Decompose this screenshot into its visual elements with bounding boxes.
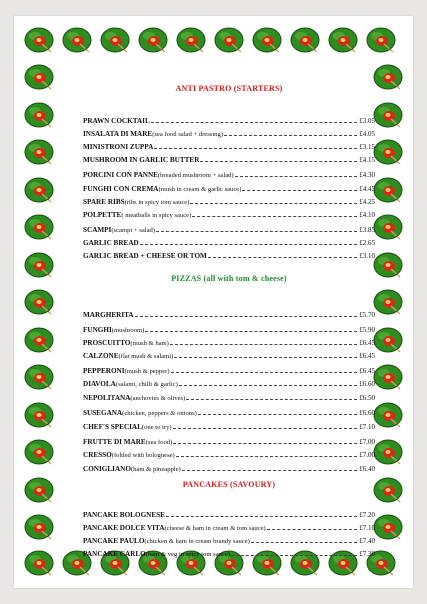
- menu-item-desc: (flat mush & salami): [118, 353, 174, 360]
- menu-item-name: [83, 211, 191, 219]
- olive-icon: [62, 26, 92, 53]
- leader-dots: [198, 414, 357, 415]
- menu-page: [14, 16, 413, 588]
- menu-item-desc: (anchovies & olives): [130, 395, 186, 402]
- section-title-starters: [83, 84, 375, 93]
- menu-item-price: £6.40: [359, 465, 375, 473]
- menu-item-name: [83, 311, 134, 319]
- menu-item-name: [83, 451, 175, 459]
- menu-item-desc: (one to try): [141, 424, 172, 431]
- menu-item-desc: (chicken, peppers & onions): [122, 410, 197, 417]
- menu-item: [83, 377, 375, 388]
- menu-item-title: MUSHROOM IN GARLIC BUTTER: [83, 156, 200, 164]
- menu-item-name: [83, 423, 172, 431]
- menu-item: [83, 336, 375, 347]
- olive-icon: [24, 363, 54, 390]
- olive-icon: [373, 213, 403, 240]
- leader-dots: [135, 316, 358, 317]
- olive-icon: [24, 63, 54, 90]
- menu-item-price: £4.25: [359, 198, 375, 206]
- menu-item-title: SPARE RIBS: [83, 198, 125, 206]
- leader-dots: [179, 385, 357, 386]
- menu-item-title: DIAVOLA: [83, 380, 116, 388]
- menu-item-title: SCAMPI: [83, 226, 112, 234]
- menu-item-title: PANCAKE BOLOGNESE: [83, 511, 165, 519]
- olive-icon: [373, 288, 403, 315]
- menu-item-price: £7.20: [359, 511, 375, 519]
- menu-item-name: [83, 117, 150, 125]
- olive-icon: [373, 176, 403, 203]
- menu-item: [83, 182, 375, 193]
- olive-icon: [100, 26, 130, 53]
- menu-item-name: [83, 537, 250, 545]
- menu-item-title: FUNGHI: [83, 326, 112, 334]
- menu-item-title: NEPOLITANA: [83, 394, 131, 402]
- menu-item: [83, 508, 375, 519]
- menu-item-price: £6.50: [359, 394, 375, 402]
- section-title-text: ANTI PASTRO (STARTERS): [175, 84, 283, 93]
- menu-item-price: £4.30: [359, 171, 375, 179]
- menu-item: [83, 308, 375, 319]
- olive-icon: [366, 26, 396, 53]
- menu-item-title: SUSEGANA: [83, 409, 123, 417]
- section-title-text: PANCAKES (SAVOURY): [182, 480, 276, 489]
- leader-dots: [156, 231, 357, 232]
- menu-item-title: PEPPERONI: [83, 367, 125, 375]
- leader-dots: [173, 428, 358, 429]
- menu-item-name: [83, 367, 170, 375]
- menu-item-desc: (mushroom): [111, 327, 145, 334]
- menu-item-desc: (breaded mushroom + salad): [157, 172, 234, 179]
- menu-item-price: £4.45: [359, 185, 375, 193]
- olive-icon: [24, 513, 54, 540]
- menu-item-title: PORCINI CON PANNE: [83, 171, 158, 179]
- menu-item-title: GARLIC BREAD: [83, 239, 139, 247]
- menu-item-desc: (folded with bolognese): [111, 452, 175, 459]
- leader-dots: [208, 257, 357, 258]
- olive-icon: [24, 138, 54, 165]
- menu-item-name: [83, 380, 178, 388]
- menu-item-price: £3.15: [359, 143, 375, 151]
- menu-item: [83, 195, 375, 206]
- olive-icon: [24, 26, 54, 53]
- menu-item-title: FRUTTE DI MARE: [83, 438, 146, 446]
- leader-dots: [224, 135, 357, 136]
- menu-item: [83, 448, 375, 459]
- leader-dots: [140, 244, 358, 245]
- menu-item-title: CRESSO: [83, 451, 112, 459]
- olive-icon: [214, 26, 244, 53]
- menu-item-name: [83, 550, 230, 558]
- menu-item-desc: (ham & pineapple): [130, 466, 181, 473]
- olive-icon: [24, 326, 54, 353]
- menu-item-price: £2.65: [359, 239, 375, 247]
- olive-icon: [24, 476, 54, 503]
- menu-item-name: [83, 394, 185, 402]
- menu-item: [83, 420, 375, 431]
- olive-icon: [252, 26, 282, 53]
- olive-icon: [373, 438, 403, 465]
- menu-item-price: £4.15: [359, 156, 375, 164]
- menu-item-price: £7.30: [359, 550, 375, 558]
- leader-dots: [182, 470, 358, 471]
- olive-icon: [373, 363, 403, 390]
- menu-item-name: [83, 326, 144, 334]
- menu-item: [83, 534, 375, 545]
- menu-item-desc: (sea food): [145, 439, 173, 446]
- menu-item-name: [83, 130, 223, 138]
- leader-dots: [176, 456, 357, 457]
- menu-item: [83, 236, 375, 247]
- menu-item-price: £6.45: [359, 352, 375, 360]
- olive-icon: [24, 101, 54, 128]
- menu-content: [83, 84, 375, 564]
- menu-item: [83, 249, 375, 260]
- menu-item-desc: (ham & veg in spicy tom sauce): [145, 551, 230, 558]
- menu-item: [83, 323, 375, 334]
- menu-item: [83, 223, 375, 234]
- leader-dots: [192, 216, 357, 217]
- menu-item-price: £7.10: [359, 423, 375, 431]
- menu-item-title: PROSCUITTO: [83, 339, 131, 347]
- leader-dots: [235, 176, 358, 177]
- menu-item-title: PANCAKE PAULO: [83, 537, 145, 545]
- leader-dots: [186, 399, 357, 400]
- menu-item-name: [83, 511, 165, 519]
- leader-dots: [145, 331, 357, 332]
- menu-item: [83, 140, 375, 151]
- leader-dots: [166, 516, 357, 517]
- leader-dots: [151, 122, 357, 123]
- olive-icon: [373, 476, 403, 503]
- menu-item: [83, 127, 375, 138]
- menu-item: [83, 521, 375, 532]
- olive-icon: [373, 138, 403, 165]
- leader-dots: [267, 529, 358, 530]
- section-title-pizzas: [83, 274, 375, 283]
- menu-item-price: £7.00: [359, 438, 375, 446]
- menu-item-price: £5.90: [359, 326, 375, 334]
- menu-item-title: GARLIC BREAD + CHEESE OR TOM: [83, 252, 207, 260]
- menu-item: [83, 547, 375, 558]
- olive-icon: [138, 26, 168, 53]
- menu-item-title: PANCAKE DOLCE VITA: [83, 524, 165, 532]
- olive-icon: [24, 213, 54, 240]
- olive-icon: [24, 176, 54, 203]
- menu-item-title: FUNGHI CON CREMA: [83, 185, 159, 193]
- menu-item-title: CONIGLIANO: [83, 465, 131, 473]
- menu-item: [83, 406, 375, 417]
- menu-item-name: [83, 252, 207, 260]
- menu-item-title: PANCAKE CARLO: [83, 550, 146, 558]
- menu-item-name: [83, 171, 234, 179]
- menu-item-name: [83, 185, 241, 193]
- menu-item-price: £4.10: [359, 211, 375, 219]
- section-title-pancakes: [83, 480, 375, 489]
- menu-item-name: [83, 339, 169, 347]
- olive-icon: [373, 326, 403, 353]
- menu-item-desc: (cheese & ham in cream & tom sauce): [164, 525, 266, 532]
- menu-item: [83, 208, 375, 219]
- menu-item-desc: (chicken & ham in cream brandy sauce): [144, 538, 250, 545]
- menu-item-price: £7.10: [359, 524, 375, 532]
- olive-icon: [24, 401, 54, 428]
- menu-item-price: £3.05: [359, 117, 375, 125]
- menu-item-price: £6.60: [359, 409, 375, 417]
- olive-icon: [24, 549, 54, 576]
- leader-dots: [173, 443, 357, 444]
- olive-icon: [373, 401, 403, 428]
- leader-dots: [231, 555, 357, 556]
- menu-item: [83, 391, 375, 402]
- leader-dots: [251, 542, 357, 543]
- menu-item-title: INSALATA DI MARE: [83, 130, 153, 138]
- menu-item-name: [83, 438, 172, 446]
- olive-icon: [290, 26, 320, 53]
- olive-icon: [328, 26, 358, 53]
- leader-dots: [174, 357, 357, 358]
- menu-item-name: [83, 198, 189, 206]
- menu-item: [83, 153, 375, 164]
- menu-item-title: MINISTRONI ZUPPA: [83, 143, 154, 151]
- menu-item-desc: (scampi + salad): [111, 227, 155, 234]
- olive-icon: [373, 251, 403, 278]
- menu-item-name: [83, 409, 197, 417]
- menu-item-title: PRAWN COCKTAIL: [83, 117, 150, 125]
- menu-item-desc: (mush & ham): [130, 340, 169, 347]
- olive-icon: [373, 63, 403, 90]
- menu-item-title: POLPETTE: [83, 211, 122, 219]
- menu-item-price: £7.40: [359, 537, 375, 545]
- menu-item-desc: (salami, chilli & garlic): [115, 381, 178, 388]
- menu-item-price: £5.70: [359, 311, 375, 319]
- menu-item-name: [83, 524, 266, 532]
- menu-item-title: CALZONE: [83, 352, 119, 360]
- menu-item-title: CHEF'S SPECIAL: [83, 423, 142, 431]
- menu-item: [83, 462, 375, 473]
- menu-item-price: £6.60: [359, 380, 375, 388]
- menu-item-desc: ( meatballs in spicy sauce): [121, 212, 192, 219]
- olive-icon: [176, 26, 206, 53]
- menu-item-name: [83, 239, 139, 247]
- olive-icon: [24, 288, 54, 315]
- menu-item-title: MARGHERITA: [83, 311, 134, 319]
- menu-item: [83, 168, 375, 179]
- menu-item-price: £3.85: [359, 226, 375, 234]
- olive-icon: [24, 438, 54, 465]
- menu-item-price: £4.05: [359, 130, 375, 138]
- leader-dots: [154, 148, 357, 149]
- leader-dots: [190, 203, 357, 204]
- olive-icon: [373, 513, 403, 540]
- menu-item: [83, 364, 375, 375]
- leader-dots: [200, 161, 357, 162]
- menu-item-name: [83, 352, 173, 360]
- menu-item-desc: (mush & pepper): [124, 368, 170, 375]
- olive-icon: [373, 101, 403, 128]
- leader-dots: [242, 190, 357, 191]
- menu-item-desc: (mush in cream & garlic sauce): [158, 186, 242, 193]
- menu-item-desc: (ribs in spicy tom sauce): [124, 199, 190, 206]
- menu-item: [83, 435, 375, 446]
- menu-item-name: [83, 143, 153, 151]
- section-title-note: (all with tom & cheese): [203, 274, 287, 283]
- leader-dots: [171, 372, 358, 373]
- menu-item-price: £3.10: [359, 252, 375, 260]
- menu-item-name: [83, 226, 155, 234]
- menu-item-price: £7.00: [359, 451, 375, 459]
- olive-icon: [24, 251, 54, 278]
- menu-item-name: [83, 465, 181, 473]
- menu-item-name: [83, 156, 199, 164]
- menu-item-desc: (sea food salad + dressing): [152, 131, 223, 138]
- menu-item-price: £6.45: [359, 367, 375, 375]
- menu-item: [83, 114, 375, 125]
- section-title-text: PIZZAS: [171, 274, 202, 283]
- menu-item-price: £6.45: [359, 339, 375, 347]
- menu-item: [83, 349, 375, 360]
- leader-dots: [170, 344, 357, 345]
